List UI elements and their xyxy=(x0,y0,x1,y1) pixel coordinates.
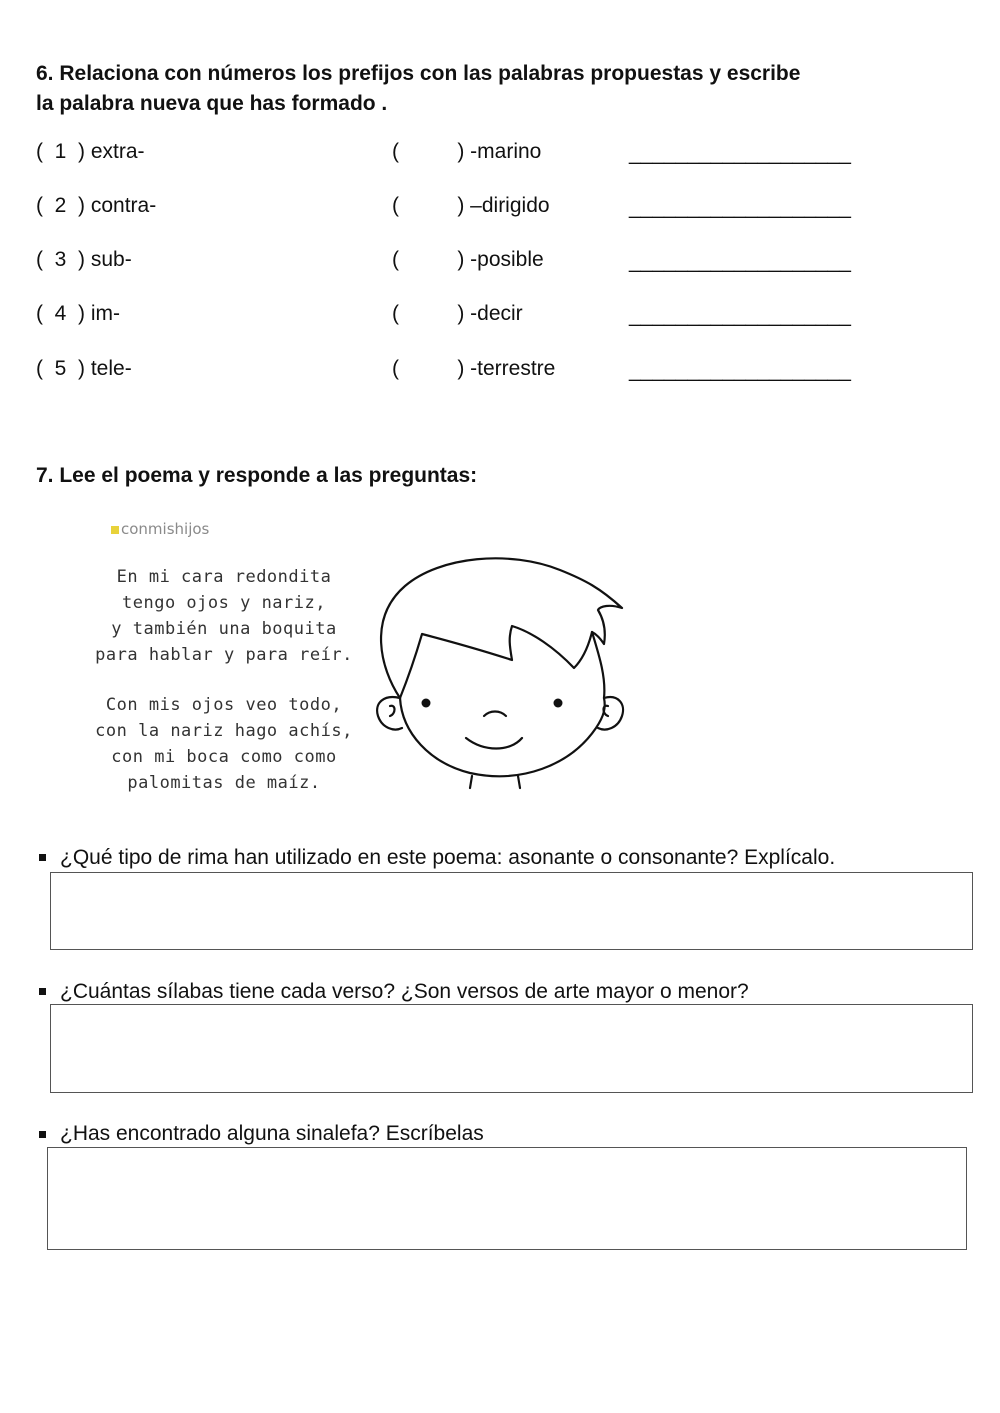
bullet-icon xyxy=(39,1131,46,1138)
poem-line: con la nariz hago achís, xyxy=(95,721,353,741)
question-3: ¿Has encontrado alguna sinalefa? Escríbelas xyxy=(60,1122,484,1145)
brand-text: conmishijos xyxy=(121,520,210,538)
poem-stanza-1 xyxy=(94,564,354,668)
poem-stanza-2 xyxy=(94,692,354,796)
section-6-title-line-2: la palabra nueva que has formado . xyxy=(36,92,388,115)
word-ending-label: ( ) -marino xyxy=(392,140,542,163)
poem-line: tengo ojos y nariz, xyxy=(122,593,326,613)
poem-line: En mi cara redondita xyxy=(116,567,332,587)
boy-face-illustration xyxy=(360,548,640,798)
answer-box-1[interactable] xyxy=(50,872,973,950)
poem-line: palomitas de maíz. xyxy=(127,773,321,793)
word-ending-label: ( ) –dirigido xyxy=(392,194,550,217)
poem-line: para hablar y para reír. xyxy=(95,645,353,665)
prefix-label: ( 4 ) im- xyxy=(36,302,120,325)
section-6-title-line-1: 6. Relaciona con números los prefijos con las palabras propuestas y escribe xyxy=(36,62,801,85)
answer-blank[interactable]: ___________________ xyxy=(629,196,851,219)
bullet-icon xyxy=(39,988,46,995)
bullet-icon xyxy=(39,854,46,861)
answer-blank[interactable]: ___________________ xyxy=(629,142,851,165)
answer-box-3[interactable] xyxy=(47,1147,967,1250)
prefix-label: ( 1 ) extra- xyxy=(36,140,145,163)
word-ending-label: ( ) -decir xyxy=(392,302,523,325)
brand-dot-icon xyxy=(111,526,119,534)
answer-blank[interactable]: ___________________ xyxy=(629,250,851,273)
answer-blank[interactable]: ___________________ xyxy=(629,359,851,382)
poem-line: con mi boca como como xyxy=(111,747,337,767)
question-1: ¿Qué tipo de rima han utilizado en este poema: asonante o consonante? Explícalo. xyxy=(60,846,836,869)
prefix-label: ( 5 ) tele- xyxy=(36,357,132,380)
word-ending-label: ( ) -terrestre xyxy=(392,357,556,380)
poem-line: y también una boquita xyxy=(111,619,337,639)
prefix-label: ( 2 ) contra- xyxy=(36,194,157,217)
answer-blank[interactable]: ___________________ xyxy=(629,304,851,327)
word-ending-label: ( ) -posible xyxy=(392,248,544,271)
brand-logo xyxy=(111,520,209,538)
section-7-title: 7. Lee el poema y responde a las preguntas: xyxy=(36,464,478,487)
prefix-label: ( 3 ) sub- xyxy=(36,248,132,271)
answer-box-2[interactable] xyxy=(50,1004,973,1093)
poem-line: Con mis ojos veo todo, xyxy=(105,695,343,715)
question-2: ¿Cuántas sílabas tiene cada verso? ¿Son versos de arte mayor o menor? xyxy=(60,980,749,1003)
